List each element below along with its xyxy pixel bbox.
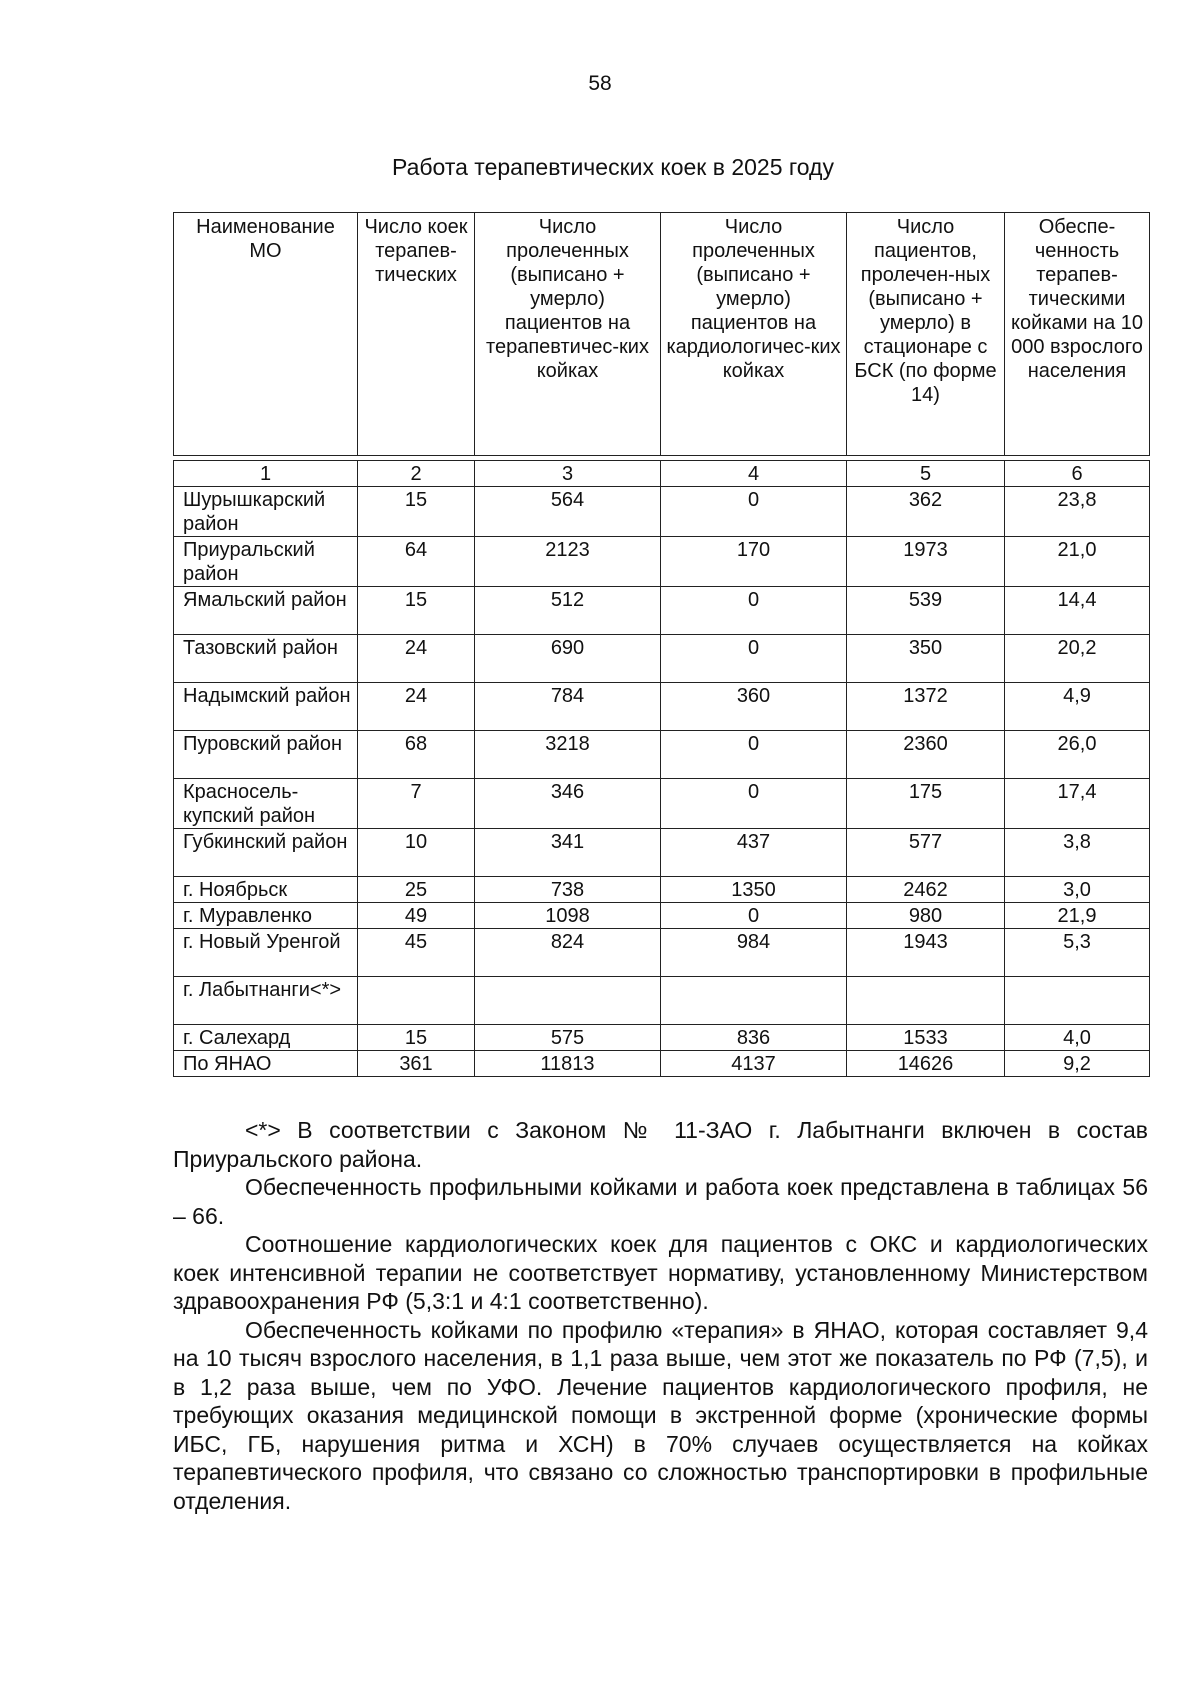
- table-row: [174, 731, 1150, 779]
- table-row: [174, 635, 1150, 683]
- row-value-c2: 7: [358, 779, 475, 829]
- row-mo-name: г. Лабытнанги<*>: [174, 977, 358, 1025]
- table-row: [174, 829, 1150, 877]
- row-value-c6: 5,3: [1005, 929, 1150, 977]
- table-row: [174, 877, 1150, 903]
- row-value-c2: 15: [358, 587, 475, 635]
- row-value-c5: 2360: [847, 731, 1005, 779]
- row-value-c6: 9,2: [1005, 1051, 1150, 1077]
- table-body: [173, 460, 1150, 1077]
- header-therapy-patients: Число пролеченных (выписано + умерло) пациентов на терапевтичес-ких койках: [475, 213, 661, 456]
- row-value-c6: 4,0: [1005, 1025, 1150, 1051]
- row-value-c2: 25: [358, 877, 475, 903]
- table-row: [174, 537, 1150, 587]
- row-value-c5: 14626: [847, 1051, 1005, 1077]
- row-mo-name: г. Новый Уренгой: [174, 929, 358, 977]
- header-cardio-patients: Число пролеченных (выписано + умерло) пациентов на кардиологичес-ких койках: [661, 213, 847, 456]
- row-value-c5: 1973: [847, 537, 1005, 587]
- row-value-c3: 512: [475, 587, 661, 635]
- row-value-c6: 3,0: [1005, 877, 1150, 903]
- column-number: 5: [847, 461, 1005, 487]
- row-value-c6: 21,0: [1005, 537, 1150, 587]
- column-number: 3: [475, 461, 661, 487]
- header-bed-count: Число коек терапев-тических: [358, 213, 475, 456]
- row-mo-name: Тазовский район: [174, 635, 358, 683]
- row-value-c4: [661, 977, 847, 1025]
- row-value-c3: 738: [475, 877, 661, 903]
- table-row: [174, 487, 1150, 537]
- row-value-c2: 24: [358, 635, 475, 683]
- row-value-c4: 0: [661, 587, 847, 635]
- row-mo-name: Пуровский район: [174, 731, 358, 779]
- row-value-c5: 2462: [847, 877, 1005, 903]
- paragraph: Соотношение кардиологических коек для пациентов с ОКС и кардиологических коек интенсивной терапии не соответствует нормативу, установленному Министерством здравоохранения РФ (5,3:1 и 4:1 соответственно).: [173, 1231, 1148, 1314]
- table-row: [174, 1025, 1150, 1051]
- header-row: [174, 213, 1150, 456]
- paragraph: Обеспеченность профильными койками и работа коек представлена в таблицах 56 – 66.: [173, 1174, 1148, 1229]
- header-mo-name: Наименование МО: [174, 213, 358, 456]
- table-row: [174, 683, 1150, 731]
- row-value-c4: 1350: [661, 877, 847, 903]
- footnote-paragraph: <*> В соответствии с Законом № 11-ЗАО г. Лабытнанги включен в состав Приуральского района.: [173, 1117, 1148, 1172]
- row-value-c2: 45: [358, 929, 475, 977]
- row-value-c6: 14,4: [1005, 587, 1150, 635]
- table-row: [174, 903, 1150, 929]
- row-value-c2: [358, 977, 475, 1025]
- row-value-c4: 4137: [661, 1051, 847, 1077]
- paragraph: Обеспеченность койками по профилю «терапия» в ЯНАО, которая составляет 9,4 на 10 тысяч взрослого населения, в 1,1 раза выше, чем этот же показатель по РФ (7,5), и в 1,2 раза выше, чем по УФО. Лечение пациентов кардиологического профиля, не требующих оказания медицинской помощи в экстренной форме (хронические формы ИБС, ГБ, нарушения ритма и ХСН) в 70% случаев осуществляется на койках терапевтического профиля, что связано со сложностью транспортировки в профильные отделения.: [173, 1316, 1148, 1514]
- row-value-c5: [847, 977, 1005, 1025]
- row-mo-name: Приуральский район: [174, 537, 358, 587]
- row-value-c2: 15: [358, 1025, 475, 1051]
- header-bed-provision: Обеспе-ченность терапев-тическими койками на 10 000 взрослого населения: [1005, 213, 1150, 456]
- column-number-row: [174, 461, 1150, 487]
- page-number: 58: [588, 72, 612, 95]
- row-value-c6: [1005, 977, 1150, 1025]
- table-row: [174, 587, 1150, 635]
- row-mo-name: г. Муравленко: [174, 903, 358, 929]
- row-value-c3: 2123: [475, 537, 661, 587]
- table-row: [174, 1051, 1150, 1077]
- column-number: 1: [174, 461, 358, 487]
- table-title-text: Работа терапевтических коек в 2025 году: [392, 154, 834, 180]
- row-value-c2: 10: [358, 829, 475, 877]
- row-value-c3: 11813: [475, 1051, 661, 1077]
- row-value-c4: 437: [661, 829, 847, 877]
- row-value-c5: 1533: [847, 1025, 1005, 1051]
- row-value-c2: 64: [358, 537, 475, 587]
- table-row: [174, 977, 1150, 1025]
- row-value-c3: 824: [475, 929, 661, 977]
- row-mo-name: г. Салехард: [174, 1025, 358, 1051]
- row-value-c5: 577: [847, 829, 1005, 877]
- row-value-c3: 564: [475, 487, 661, 537]
- row-value-c3: 346: [475, 779, 661, 829]
- row-value-c5: 362: [847, 487, 1005, 537]
- row-mo-name: г. Ноябрьск: [174, 877, 358, 903]
- row-value-c6: 21,9: [1005, 903, 1150, 929]
- row-value-c2: 49: [358, 903, 475, 929]
- row-value-c3: 690: [475, 635, 661, 683]
- row-value-c4: 984: [661, 929, 847, 977]
- row-value-c3: [475, 977, 661, 1025]
- row-mo-name: По ЯНАО: [174, 1051, 358, 1077]
- row-value-c5: 350: [847, 635, 1005, 683]
- row-mo-name: Красносель-купский район: [174, 779, 358, 829]
- row-value-c2: 361: [358, 1051, 475, 1077]
- column-number: 6: [1005, 461, 1150, 487]
- row-value-c4: 0: [661, 731, 847, 779]
- row-value-c4: 0: [661, 779, 847, 829]
- row-value-c3: 341: [475, 829, 661, 877]
- row-mo-name: Шурышкарский район: [174, 487, 358, 537]
- header-bsk-patients: Число пациентов, пролечен-ных (выписано + умерло) в стационаре с БСК (по форме 14): [847, 213, 1005, 456]
- row-value-c3: 1098: [475, 903, 661, 929]
- table-header: [173, 212, 1150, 456]
- row-value-c6: 23,8: [1005, 487, 1150, 537]
- table-row: [174, 929, 1150, 977]
- row-value-c6: 17,4: [1005, 779, 1150, 829]
- row-value-c5: 980: [847, 903, 1005, 929]
- row-value-c4: 170: [661, 537, 847, 587]
- row-value-c2: 68: [358, 731, 475, 779]
- column-number: 2: [358, 461, 475, 487]
- row-mo-name: Ямальский район: [174, 587, 358, 635]
- row-value-c3: 3218: [475, 731, 661, 779]
- row-value-c6: 20,2: [1005, 635, 1150, 683]
- row-value-c2: 24: [358, 683, 475, 731]
- row-value-c3: 784: [475, 683, 661, 731]
- row-value-c5: 1372: [847, 683, 1005, 731]
- row-value-c4: 0: [661, 487, 847, 537]
- row-mo-name: Надымский район: [174, 683, 358, 731]
- row-value-c5: 175: [847, 779, 1005, 829]
- table-rows: [174, 487, 1150, 1077]
- table-title: [0, 154, 1200, 181]
- row-value-c2: 15: [358, 487, 475, 537]
- row-value-c4: 360: [661, 683, 847, 731]
- row-value-c3: 575: [475, 1025, 661, 1051]
- table-row: [174, 779, 1150, 829]
- row-value-c5: 1943: [847, 929, 1005, 977]
- row-value-c6: 26,0: [1005, 731, 1150, 779]
- row-value-c6: 3,8: [1005, 829, 1150, 877]
- row-value-c5: 539: [847, 587, 1005, 635]
- row-value-c4: 0: [661, 903, 847, 929]
- row-mo-name: Губкинский район: [174, 829, 358, 877]
- row-value-c4: 0: [661, 635, 847, 683]
- body-text: [173, 1116, 1148, 1515]
- row-value-c4: 836: [661, 1025, 847, 1051]
- column-number: 4: [661, 461, 847, 487]
- row-value-c6: 4,9: [1005, 683, 1150, 731]
